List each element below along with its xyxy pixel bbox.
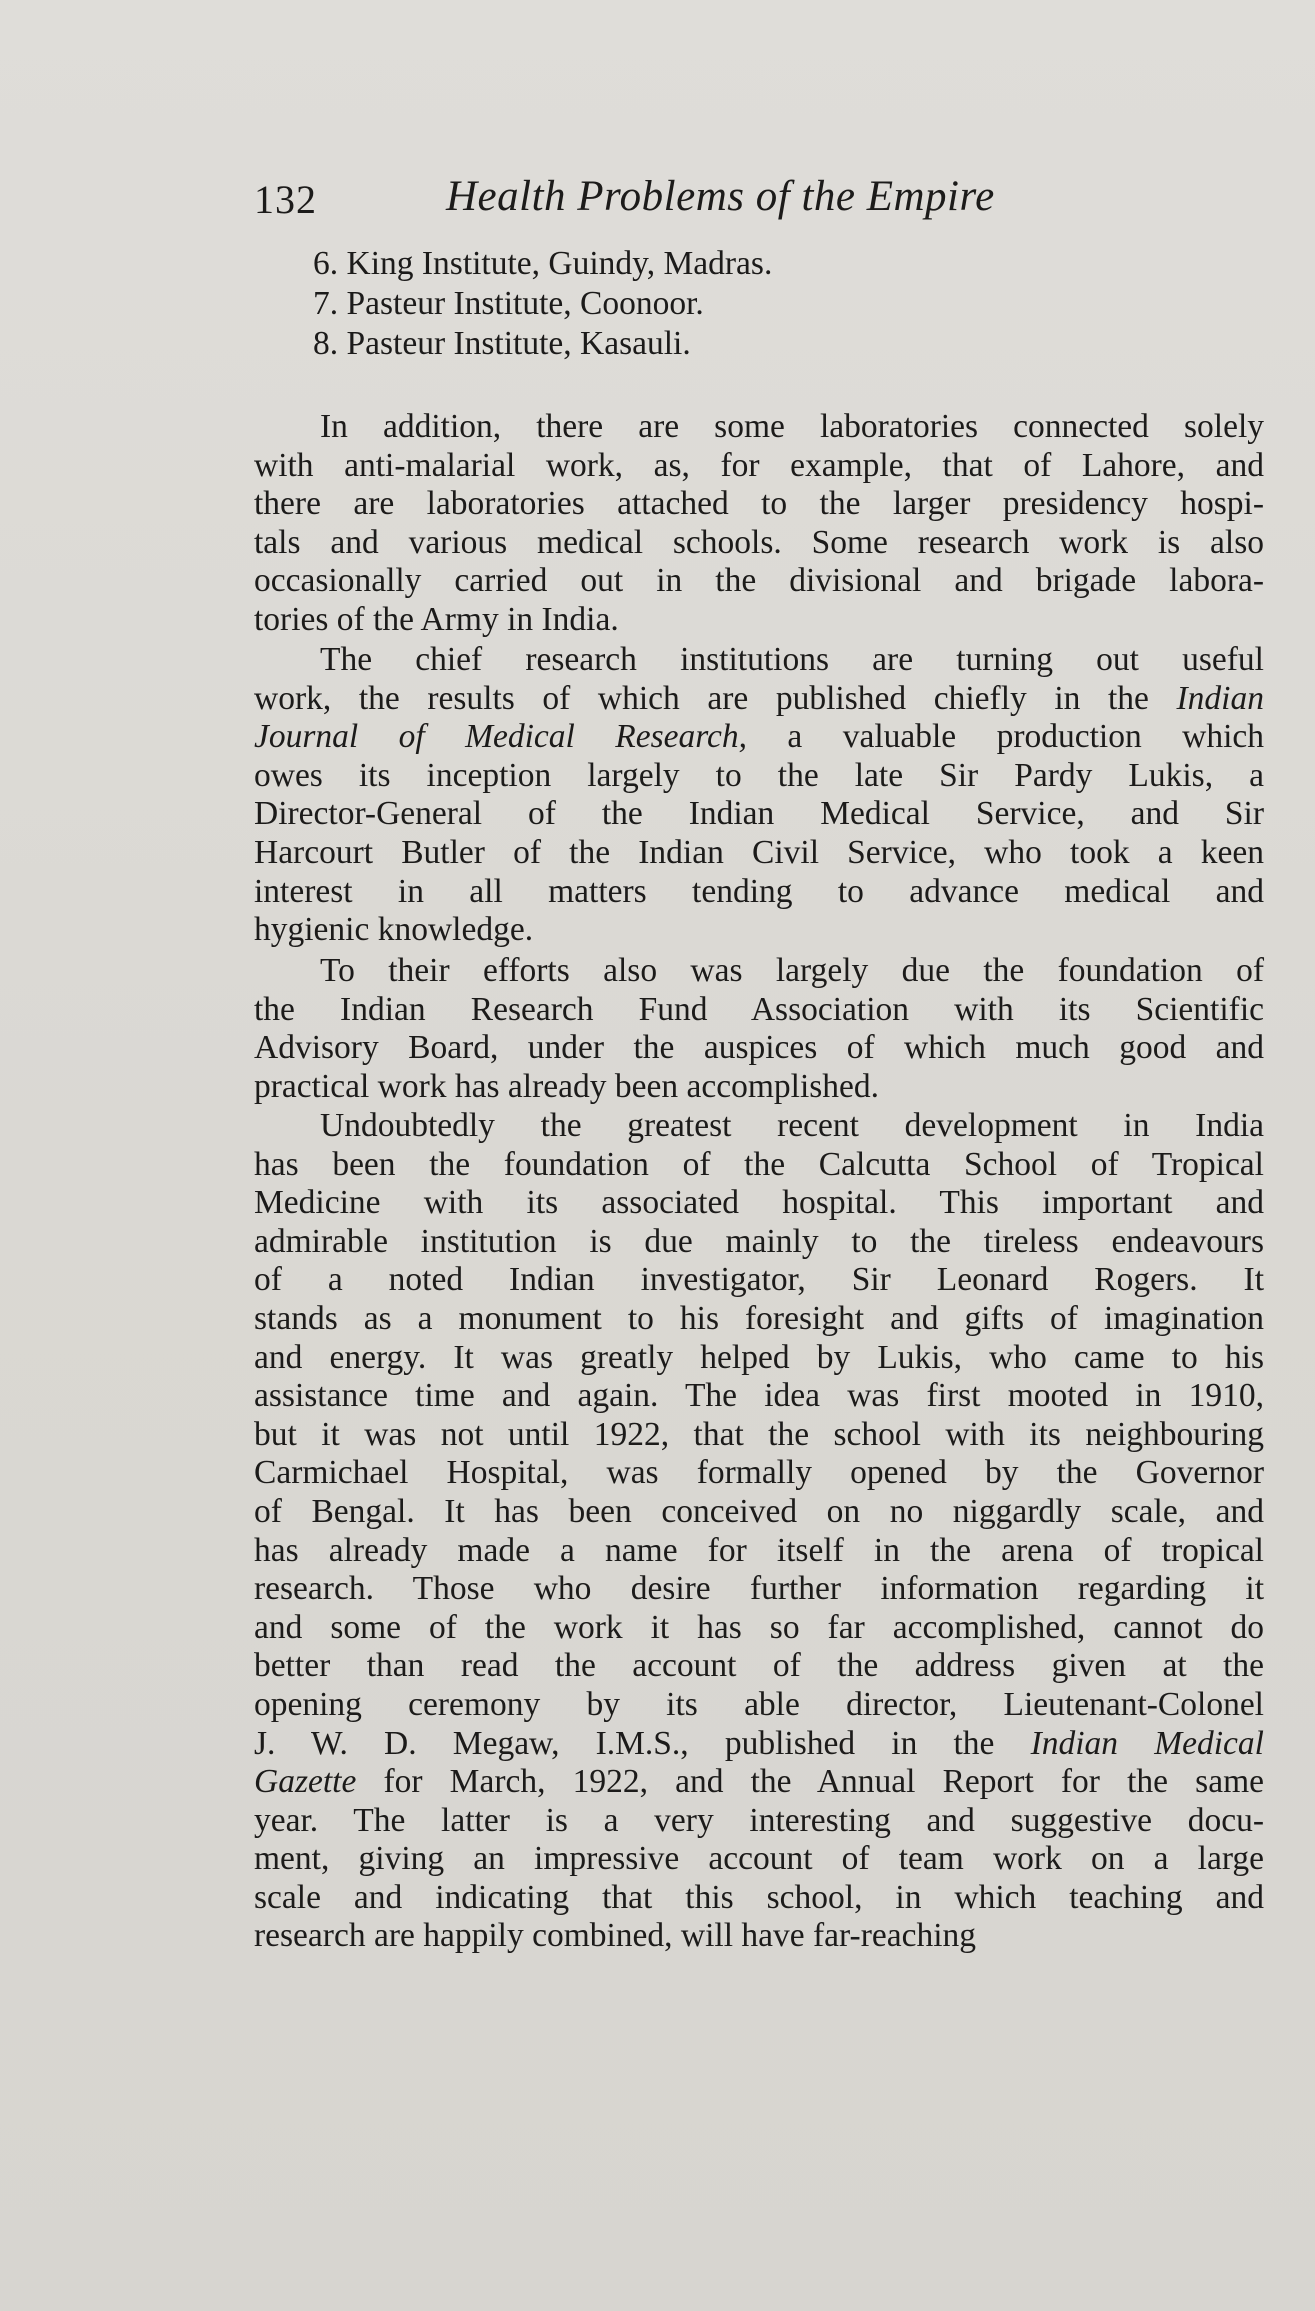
- text-line: Journal of Medical Research, a valuable production which: [254, 718, 1264, 756]
- text-line: hygienic knowledge.: [254, 911, 534, 949]
- text-line: Carmichael Hospital, was formally opened by the Governor: [254, 1454, 1264, 1492]
- page-header: [254, 170, 1094, 230]
- text-line: year. The latter is a very interesting and suggestive docu-: [254, 1801, 1264, 1839]
- text-line: has already made a name for itself in the arena of tropical: [254, 1531, 1264, 1569]
- text-line: Advisory Board, under the auspices of which much good and: [254, 1029, 1264, 1067]
- running-title: Health Problems of the Empire: [446, 173, 995, 220]
- text-line: there are laboratories attached to the larger presidency hospi-: [254, 485, 1264, 523]
- paragraph: [254, 641, 1264, 950]
- text-line: practical work has already been accomplished.: [254, 1067, 880, 1105]
- list-item: 7. Pasteur Institute, Coonoor.: [313, 285, 704, 322]
- list-item: 6. King Institute, Guindy, Madras.: [313, 245, 773, 282]
- text-line: The chief research institutions are turning out useful: [320, 641, 1264, 678]
- text-line: but it was not until 1922, that the school with its neighbouring: [254, 1415, 1264, 1453]
- text-line: research are happily combined, will have far-reaching: [254, 1917, 977, 1955]
- text-line: the Indian Research Fund Association with its Scientific: [254, 990, 1264, 1028]
- text-line: of Bengal. It has been conceived on no niggardly scale, and: [254, 1492, 1264, 1530]
- text-line: research. Those who desire further information regarding it: [254, 1570, 1264, 1608]
- text-line: occasionally carried out in the divisional and brigade labora-: [254, 562, 1264, 600]
- text-line: Director-General of the Indian Medical Service, and Sir: [254, 795, 1264, 833]
- text-line: better than read the account of the address given at the: [254, 1647, 1264, 1685]
- text-line: J. W. D. Megaw, I.M.S., published in the Indian Medical: [254, 1724, 1264, 1762]
- text-line: work, the results of which are published chiefly in the Indian: [254, 679, 1264, 717]
- text-line: and some of the work it has so far accomplished, cannot do: [254, 1608, 1264, 1646]
- text-line: In addition, there are some laboratories connected solely: [320, 408, 1264, 445]
- text-line: Harcourt Butler of the Indian Civil Service, who took a keen: [254, 833, 1264, 871]
- text-line: Undoubtedly the greatest recent development in India: [320, 1107, 1264, 1144]
- text-line: Medicine with its associated hospital. This important and: [254, 1184, 1264, 1222]
- text-line: admirable institution is due mainly to the tireless endeavours: [254, 1222, 1264, 1260]
- text-line: ment, giving an impressive account of team work on a large: [254, 1840, 1264, 1878]
- text-line: has been the foundation of the Calcutta School of Tropical: [254, 1145, 1264, 1183]
- text-line: and energy. It was greatly helped by Lukis, who came to his: [254, 1338, 1264, 1376]
- text-line: To their efforts also was largely due the foundation of: [320, 952, 1264, 989]
- text-line: scale and indicating that this school, in which teaching and: [254, 1878, 1264, 1916]
- text-line: interest in all matters tending to advance medical and: [254, 872, 1264, 910]
- text-line: of a noted Indian investigator, Sir Leonard Rogers. It: [254, 1261, 1264, 1299]
- text-line: with anti-malarial work, as, for example, that of Lahore, and: [254, 446, 1264, 484]
- paragraph: [254, 1107, 1264, 1956]
- text-line: tals and various medical schools. Some research work is also: [254, 523, 1264, 561]
- page-number: 132: [254, 177, 317, 222]
- text-line: assistance time and again. The idea was first mooted in 1910,: [254, 1377, 1264, 1415]
- text-line: stands as a monument to his foresight and gifts of imagination: [254, 1299, 1264, 1337]
- institute-list: [313, 244, 772, 364]
- list-item: 8. Pasteur Institute, Kasauli.: [313, 325, 691, 362]
- paragraph: [254, 952, 1264, 1106]
- text-line: owes its inception largely to the late Sir Pardy Lukis, a: [254, 756, 1264, 794]
- text-line: tories of the Army in India.: [254, 600, 619, 638]
- text-line: Gazette for March, 1922, and the Annual Report for the same: [254, 1763, 1264, 1801]
- text-line: opening ceremony by its able director, Lieutenant-Colonel: [254, 1685, 1264, 1723]
- paragraph: [254, 408, 1264, 640]
